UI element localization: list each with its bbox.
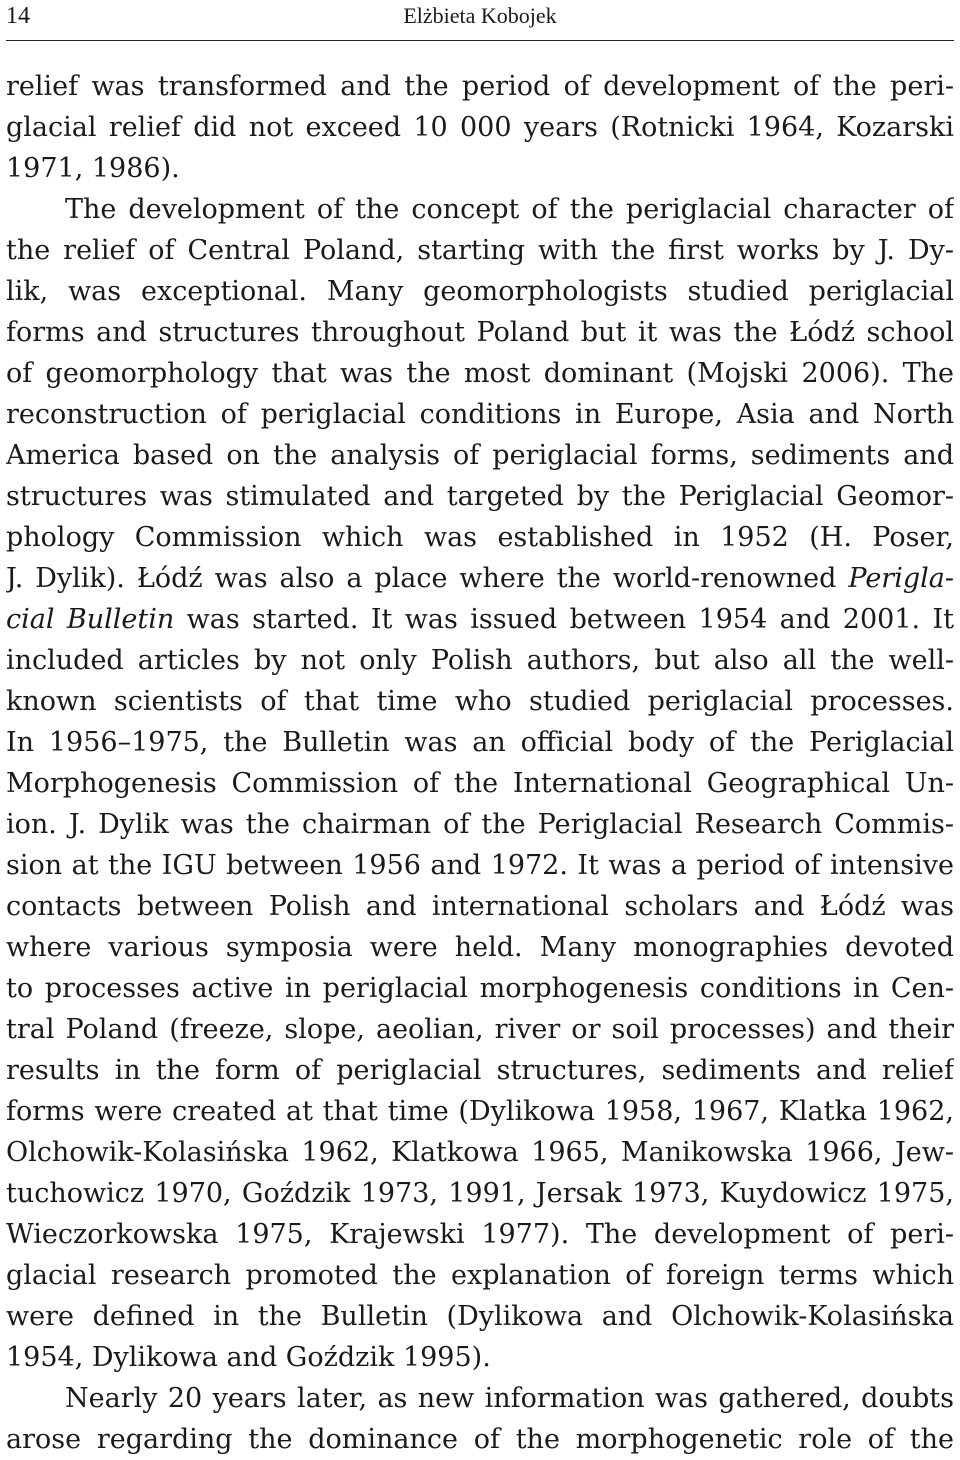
- page-header: [6, 0, 954, 41]
- page-number: 14: [6, 3, 30, 29]
- text-line: lik, was exceptional. Many geomorphologists studied periglacial: [6, 276, 954, 307]
- text-line: results in the form of periglacial structures, sediments and relief: [6, 1055, 954, 1086]
- text-line: 1954, Dylikowa and Goździk 1995).: [6, 1342, 491, 1373]
- body-text: [6, 66, 954, 1460]
- text-line: reconstruction of periglacial conditions in Europe, Asia and North: [6, 399, 954, 430]
- text-line: ion. J. Dylik was the chairman of the Periglacial Research Commis-: [6, 809, 954, 840]
- text-line: structures was stimulated and targeted by the Periglacial Geomor-: [6, 481, 954, 512]
- text-line: glacial research promoted the explanation of foreign terms which: [6, 1260, 954, 1291]
- text-line: relief was transformed and the period of development of the peri-: [6, 71, 954, 102]
- text-line: forms and structures throughout Poland but it was the Łódź school: [6, 317, 954, 348]
- text-line: America based on the analysis of periglacial forms, sediments and: [6, 440, 954, 471]
- text-line: arose regarding the dominance of the morphogenetic role of the: [6, 1424, 954, 1455]
- text-line: Wieczorkowska 1975, Krajewski 1977). The development of peri-: [6, 1219, 954, 1250]
- text-line: forms were created at that time (Dylikowa 1958, 1967, Klatka 1962,: [6, 1096, 954, 1127]
- italic-title: Perigla-: [848, 563, 954, 594]
- text-line: contacts between Polish and international scholars and Łódź was: [6, 891, 954, 922]
- text-line: [6, 599, 954, 640]
- text-line: Olchowik-Kolasińska 1962, Klatkowa 1965, Manikowska 1966, Jew-: [6, 1137, 954, 1168]
- text-run: J. Dylik). Łódź was also a place where the world-renowned: [6, 563, 849, 594]
- text-line: 1971, 1986).: [6, 153, 180, 184]
- text-line: Nearly 20 years later, as new information was gathered, doubts: [65, 1383, 954, 1414]
- text-line: tral Poland (freeze, slope, aeolian, river or soil processes) and their: [6, 1014, 954, 1045]
- italic-title: cial Bulletin: [6, 604, 175, 635]
- text-line: In 1956–1975, the Bulletin was an official body of the Periglacial: [6, 727, 954, 758]
- text-line: included articles by not only Polish authors, but also all the well-: [6, 645, 954, 676]
- text-line: where various symposia were held. Many monographies devoted: [6, 932, 954, 963]
- text-line: of geomorphology that was the most dominant (Mojski 2006). The: [6, 358, 954, 389]
- text-line: known scientists of that time who studied periglacial processes.: [6, 686, 954, 717]
- text-line: the relief of Central Poland, starting with the first works by J. Dy-: [6, 235, 954, 266]
- text-line: The development of the concept of the periglacial character of: [65, 194, 954, 225]
- text-run: was started. It was issued between 1954 and 2001. It: [174, 604, 954, 635]
- text-line: [6, 558, 954, 599]
- text-line: tuchowicz 1970, Goździk 1973, 1991, Jersak 1973, Kuydowicz 1975,: [6, 1178, 954, 1209]
- text-line: were defined in the Bulletin (Dylikowa and Olchowik-Kolasińska: [6, 1301, 954, 1332]
- text-line: to processes active in periglacial morphogenesis conditions in Cen-: [6, 973, 954, 1004]
- text-line: phology Commission which was established in 1952 (H. Poser,: [6, 522, 954, 553]
- text-line: glacial relief did not exceed 10 000 years (Rotnicki 1964, Kozarski: [6, 112, 954, 143]
- text-line: sion at the IGU between 1956 and 1972. It was a period of intensive: [6, 850, 954, 881]
- running-head: Elżbieta Kobojek: [403, 3, 557, 28]
- text-line: Morphogenesis Commission of the International Geographical Un-: [6, 768, 954, 799]
